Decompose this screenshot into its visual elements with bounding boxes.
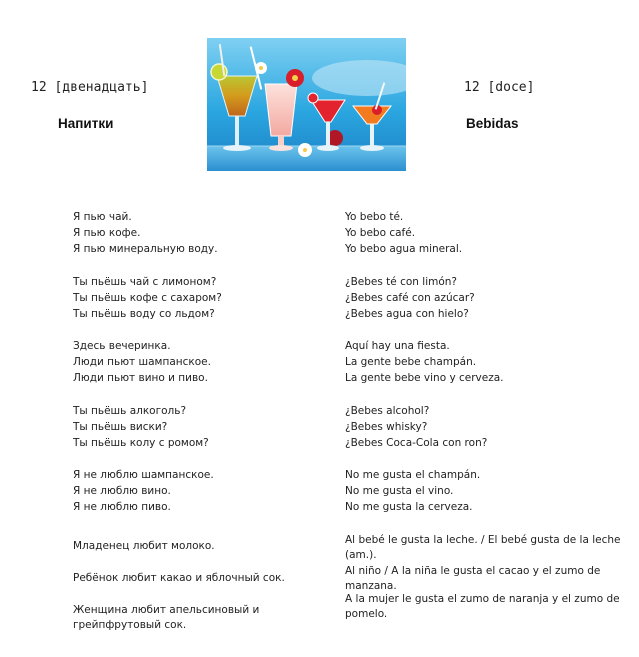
phrase-spanish: Al bebé le gusta la leche. / El bebé gusta de la leche (am.). xyxy=(345,534,621,561)
phrase-russian: Я не люблю шампанское. xyxy=(73,469,214,481)
phrase-spanish: ¿Bebes café con azúcar? xyxy=(345,292,475,304)
phrase-spanish: Aquí hay una fiesta. xyxy=(345,340,450,352)
phrase-russian: Люди пьют вино и пиво. xyxy=(73,372,208,384)
phrase-russian: Я пью кофе. xyxy=(73,227,141,239)
topic-title-russian: Напитки xyxy=(58,116,114,131)
phrase-spanish: ¿Bebes whisky? xyxy=(345,421,428,433)
phrase-russian: Ты пьёшь чай с лимоном? xyxy=(73,276,217,288)
phrase-russian: Я пью чай. xyxy=(73,211,132,223)
phrase-russian: Ты пьёшь кофе с сахаром? xyxy=(73,292,222,304)
phrase-spanish: No me gusta el vino. xyxy=(345,485,454,497)
phrase-russian: Я не люблю пиво. xyxy=(73,501,171,513)
phrase-russian: Ты пьёшь алкоголь? xyxy=(73,405,187,417)
lesson-number-spanish: 12 [doce] xyxy=(464,80,535,95)
phrase-russian: Люди пьют шампанское. xyxy=(73,356,211,368)
phrase-spanish: Yo bebo agua mineral. xyxy=(345,243,463,255)
phrase-russian: Ты пьёшь колу с ромом? xyxy=(73,437,209,449)
phrase-spanish: No me gusta la cerveza. xyxy=(345,501,473,513)
phrase-spanish: La gente bebe vino y cerveza. xyxy=(345,372,504,384)
phrase-russian: Младенец любит молоко. xyxy=(73,540,215,552)
lesson-number-russian: 12 [двенадцать] xyxy=(31,80,149,95)
phrase-russian: Женщина любит апельсиновый и грейпфрутовый сок. xyxy=(73,604,260,631)
phrase-russian: Ты пьёшь воду со льдом? xyxy=(73,308,215,320)
phrase-spanish: Al niño / A la niña le gusta el cacao y el zumo de manzana. xyxy=(345,565,601,592)
cocktails-image xyxy=(207,38,406,171)
phrase-russian: Ты пьёшь виски? xyxy=(73,421,168,433)
phrase-spanish: La gente bebe champán. xyxy=(345,356,477,368)
phrase-spanish: No me gusta el champán. xyxy=(345,469,481,481)
phrase-spanish: Yo bebo café. xyxy=(345,227,416,239)
phrase-spanish: ¿Bebes agua con hielo? xyxy=(345,308,469,320)
phrase-spanish: ¿Bebes Coca-Cola con ron? xyxy=(345,437,488,449)
phrase-russian: Я пью минеральную воду. xyxy=(73,243,218,255)
phrase-spanish: ¿Bebes té con limón? xyxy=(345,276,457,288)
topic-title-spanish: Bebidas xyxy=(466,116,519,131)
phrase-russian: Ребёнок любит какао и яблочный сок. xyxy=(73,572,285,584)
phrase-russian: Здесь вечеринка. xyxy=(73,340,171,352)
phrase-russian: Я не люблю вино. xyxy=(73,485,171,497)
phrase-spanish: A la mujer le gusta el zumo de naranja y el zumo de pomelo. xyxy=(345,593,620,620)
phrase-spanish: Yo bebo té. xyxy=(345,211,404,223)
phrase-spanish: ¿Bebes alcohol? xyxy=(345,405,430,417)
